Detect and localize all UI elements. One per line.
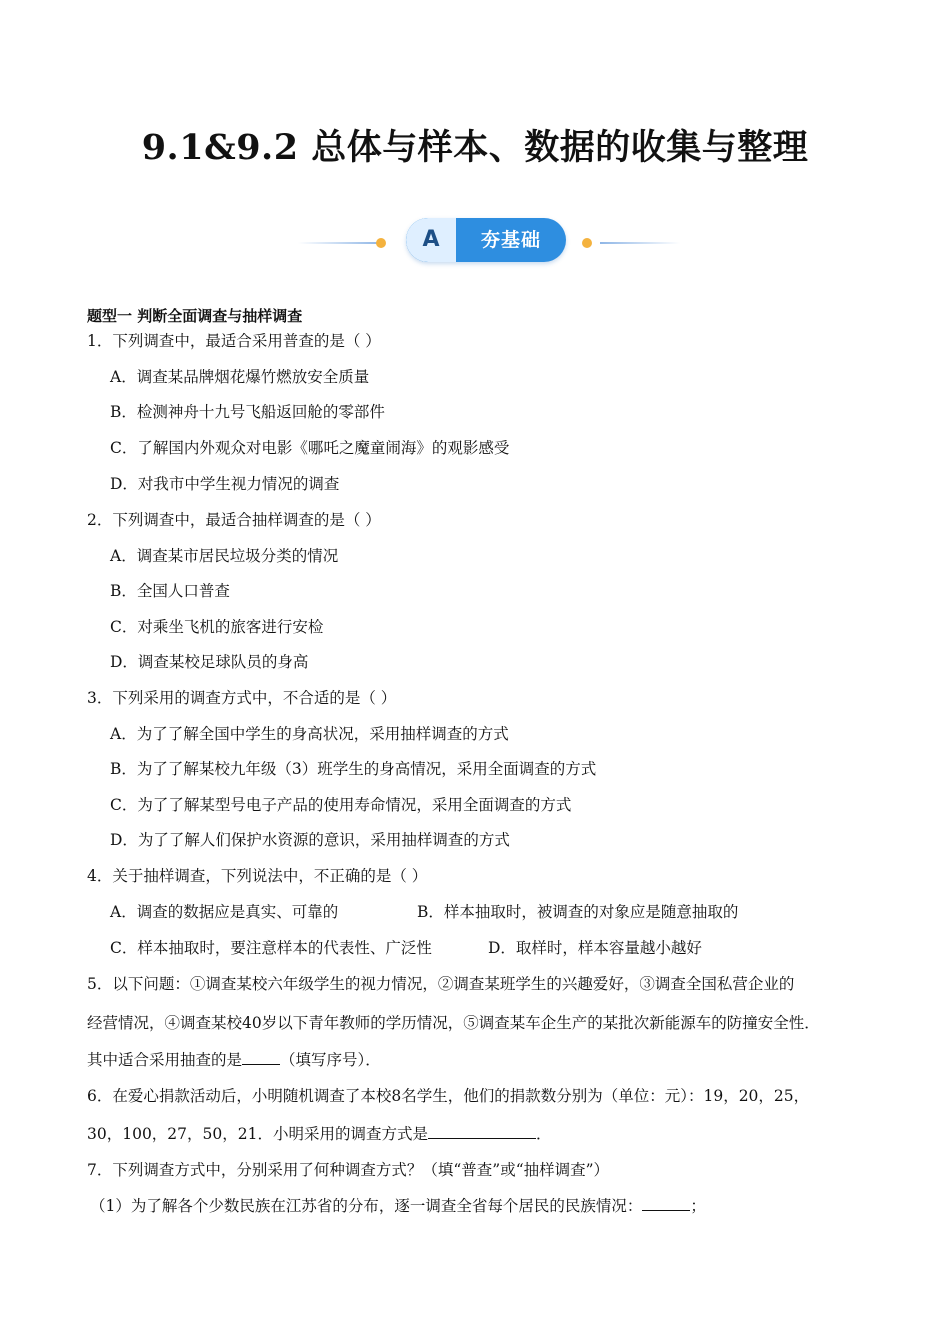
question-5-answer-blank[interactable]	[242, 1050, 280, 1065]
question-3-option-b: B．为了了解某校九年级（3）班学生的身高情况，采用全面调查的方式	[110, 760, 597, 778]
question-4-option-d: D．取样时，样本容量越小越好	[488, 939, 702, 957]
question-7-sub-1	[90, 1196, 706, 1216]
decorative-line-left	[298, 242, 380, 244]
question-2-option-d: D．调查某校足球队员的身高	[110, 653, 309, 671]
question-1-option-c: C．了解国内外观众对电影《哪吒之魔童闹海》的观影感受	[110, 439, 510, 457]
question-5-line-2: 经营情况，④调查某校40岁以下青年教师的学历情况，⑤调查某车企生产的某批次新能源车的防撞安全性．	[87, 1014, 820, 1032]
question-1-stem: 1．下列调查中，最适合采用普查的是（ ）	[87, 332, 381, 350]
question-6-line-2	[87, 1124, 552, 1144]
question-3-stem: 3．下列采用的调查方式中，不合适的是（ ）	[87, 689, 397, 707]
question-6-suffix: ．	[535, 1125, 552, 1143]
question-7-sub-1-answer-blank[interactable]	[642, 1196, 690, 1211]
question-2-option-c: C．对乘坐飞机的旅客进行安检	[110, 618, 324, 636]
question-1-option-a: A．调查某品牌烟花爆竹燃放安全质量	[110, 368, 370, 386]
question-3-option-c: C．为了了解某型号电子产品的使用寿命情况，采用全面调查的方式	[110, 796, 572, 814]
decorative-dot-left	[376, 238, 386, 248]
badge-pill	[406, 218, 566, 262]
badge-text: 夯基础	[480, 229, 541, 251]
question-1-option-d: D．对我市中学生视力情况的调查	[110, 475, 340, 493]
question-6-line-1: 6．在爱心捐款活动后，小明随机调查了本校8名学生，他们的捐款数分别为（单位：元）：19，20，25，	[87, 1087, 810, 1105]
decorative-dot-right	[582, 238, 592, 248]
question-6-answer-blank[interactable]	[428, 1124, 536, 1139]
question-7-sub-1-suffix: ；	[690, 1197, 706, 1215]
question-7-sub-1-text: （1）为了解各个少数民族在江苏省的分布，逐一调查全省每个居民的民族情况：	[90, 1197, 643, 1215]
question-2-option-b: B．全国人口普查	[110, 582, 230, 600]
question-6-prefix: 30，100，27，50，21．小明采用的调查方式是	[87, 1125, 428, 1143]
decorative-line-right	[600, 242, 680, 244]
badge-letter: A	[406, 218, 456, 262]
question-4-option-b: B．样本抽取时，被调查的对象应是随意抽取的	[417, 903, 739, 921]
question-1-option-b: B．检测神舟十九号飞船返回舱的零部件	[110, 403, 385, 421]
question-2-stem: 2．下列调查中，最适合抽样调查的是（ ）	[87, 511, 381, 529]
question-7-stem: 7．下列调查方式中，分别采用了何种调查方式？（填“普查”或“抽样调查”）	[87, 1161, 610, 1179]
question-3-option-a: A．为了了解全国中学生的身高状况，采用抽样调查的方式	[110, 725, 509, 743]
question-5-suffix: （填写序号）．	[280, 1051, 381, 1069]
question-4-option-a: A．调查的数据应是真实、可靠的	[110, 903, 339, 921]
section-title: 题型一 判断全面调查与抽样调查	[87, 307, 303, 325]
question-5-prefix: 其中适合采用抽查的是	[87, 1051, 243, 1069]
question-4-stem: 4．关于抽样调查，下列说法中，不正确的是（ ）	[87, 867, 428, 885]
page-title: 9.1&9.2 总体与样本、数据的收集与整理	[141, 127, 809, 168]
question-5-line-1: 5．以下问题：①调查某校六年级学生的视力情况，②调查某班学生的兴趣爱好，③调查全国私营企业的	[87, 975, 795, 993]
section-badge	[290, 218, 680, 268]
question-2-option-a: A．调查某市居民垃圾分类的情况	[110, 547, 339, 565]
question-3-option-d: D．为了了解人们保护水资源的意识，采用抽样调查的方式	[110, 831, 510, 849]
question-4-option-c: C．样本抽取时，要注意样本的代表性、广泛性	[110, 939, 432, 957]
question-5-line-3	[87, 1050, 381, 1070]
